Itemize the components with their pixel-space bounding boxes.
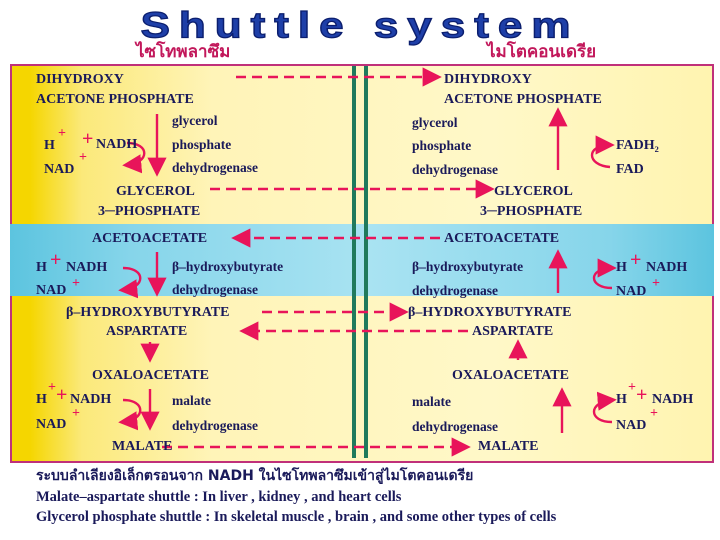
left-h1: H [44, 138, 55, 153]
left-nad2: NAD [36, 283, 67, 298]
right-enzyme2-line2: dehydrogenase [412, 283, 499, 298]
right-dhap-line2: ACETONE PHOSPHATE [444, 92, 602, 107]
right-acetoacetate: ACETOACETATE [444, 231, 560, 246]
right-enzyme1-line3: dehydrogenase [412, 162, 499, 177]
title-text: Shuttle system [140, 5, 580, 46]
right-oxaloacetate: OXALOACETATE [452, 368, 569, 383]
right-nadh2: NADH [646, 260, 688, 275]
left-bhb: β–HYDROXYBUTYRATE [66, 305, 230, 320]
right-enzyme1-line1: glycerol [412, 115, 458, 130]
left-plus-nadh1: + [82, 128, 94, 150]
left-nad-plus3: + [72, 406, 80, 421]
left-enzyme1-line1: glycerol [172, 113, 218, 128]
right-nad-curve-arrow [594, 268, 612, 288]
right-nad3: NAD [616, 418, 647, 433]
right-plus-nadh2: + [630, 249, 642, 271]
footer-thai-caption: ระบบลำเลียงอิเล็กตรอนจาก NADH ในไซโทพลาซึมเข้าสู่ไมโตคอนเดรีย [36, 468, 474, 484]
right-enzyme3-line2: dehydrogenase [412, 419, 499, 434]
right-malate: MALATE [478, 439, 539, 454]
left-enzyme2-line2: dehydrogenase [172, 282, 259, 297]
right-nad2-curve-arrow [594, 400, 612, 422]
left-aspartate: ASPARTATE [106, 324, 188, 339]
left-enzyme3-line1: malate [172, 393, 211, 408]
left-acetoacetate: ACETOACETATE [92, 231, 208, 246]
right-bhb: β–HYDROXYBUTYRATE [408, 305, 572, 320]
left-nadh3-curve-arrow [123, 400, 140, 422]
right-h2: H [616, 260, 627, 275]
right-enzyme1-line2: phosphate [412, 138, 472, 153]
footer-malate-aspartate-note: Malate–aspartate shuttle : In liver , kidney , and heart cells [36, 489, 402, 505]
right-enzyme2-line1: β–hydroxybutyrate [412, 259, 524, 274]
right-g3p-line1: GLYCEROL [494, 184, 573, 199]
mitochondria-label: ไมโตคอนเดรีย [487, 42, 597, 62]
left-h-plus3: + [48, 380, 56, 395]
right-g3p-line2: 3─PHOSPHATE [480, 204, 583, 219]
left-g3p-line1: GLYCEROL [116, 184, 195, 199]
right-dhap-line1: DIHYDROXY [444, 72, 532, 87]
left-h-plus1: + [58, 126, 66, 141]
left-nad-plus2: + [72, 276, 80, 291]
left-h3: H [36, 392, 47, 407]
right-nad-plus3: + [650, 406, 658, 421]
left-g3p-line2: 3─PHOSPHATE [98, 204, 201, 219]
right-h-plus3: + [628, 380, 636, 395]
right-h3: H [616, 392, 627, 407]
left-nad-plus1: + [79, 150, 87, 165]
right-nad-plus2: + [652, 276, 660, 291]
right-plus-nadh3: + [636, 384, 648, 406]
left-nad3: NAD [36, 417, 67, 432]
left-nad1: NAD [44, 162, 75, 177]
left-dhap-line1: DIHYDROXY [36, 72, 124, 87]
right-fadh2: FADH₂ [616, 138, 659, 153]
left-oxaloacetate: OXALOACETATE [92, 368, 209, 383]
left-enzyme2-line1: β–hydroxybutyrate [172, 259, 284, 274]
left-enzyme3-line2: dehydrogenase [172, 418, 259, 433]
left-nadh3: NADH [70, 392, 112, 407]
left-nadh1: NADH [96, 137, 138, 152]
left-malate: MALATE [112, 439, 173, 454]
left-h2: H [36, 260, 47, 275]
right-aspartate: ASPARTATE [472, 324, 554, 339]
right-fad: FAD [616, 162, 644, 177]
footer-glycerol-phosphate-note: Glycerol phosphate shuttle : In skeletal muscle , brain , and some other types of cells [36, 509, 557, 525]
right-nadh3: NADH [652, 392, 694, 407]
left-enzyme1-line3: dehydrogenase [172, 160, 259, 175]
right-fad-curve-arrow [592, 145, 610, 167]
left-plus-nadh2: + [50, 249, 62, 271]
cytosol-label: ไซโทพลาซึม [136, 42, 231, 62]
left-dhap-line2: ACETONE PHOSPHATE [36, 92, 194, 107]
left-nadh2-curve-arrow [123, 268, 140, 290]
left-enzyme1-line2: phosphate [172, 137, 232, 152]
left-plus-nadh3: + [56, 384, 68, 406]
right-nad2: NAD [616, 284, 647, 299]
right-enzyme3-line1: malate [412, 394, 451, 409]
left-nadh2: NADH [66, 260, 108, 275]
